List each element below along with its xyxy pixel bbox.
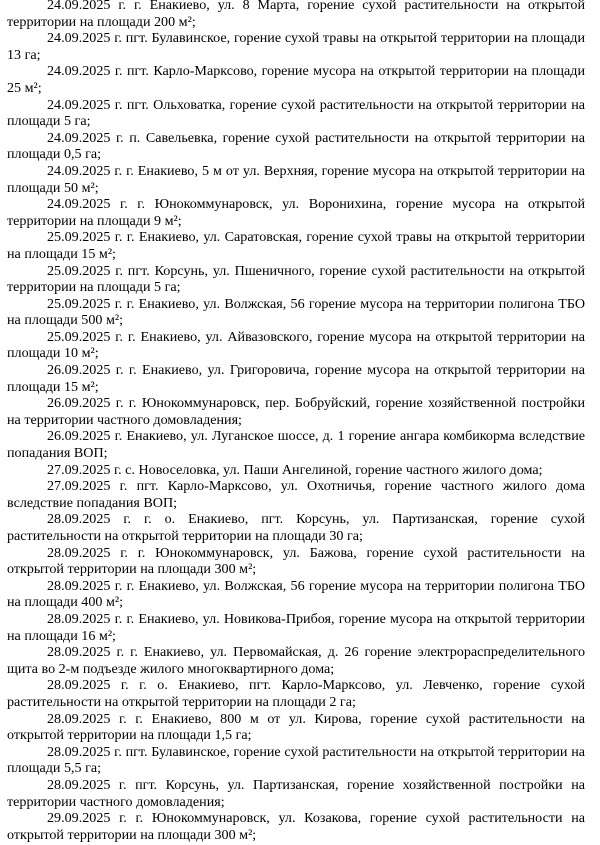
incident-paragraph: 24.09.2025 г. пгт. Ольховатка, горение сухой растительности на открытой территории на площади 5 га; [7,96,585,130]
incident-paragraph: 28.09.2025 г. г. о. Енакиево, пгт. Карло-Марксово, ул. Левченко, горение сухой растительности на открытой территории на площади 2 га; [7,677,585,710]
incident-paragraph: 27.09.2025 г. с. Новоселовка, ул. Паши Ангелиной, горение частного жилого дома; [47,461,543,478]
incident-paragraph: 29.09.2025 г. г. Юнокоммунаровск, ул. Козакова, горение сухой растительности на открытой территории на площади 300 м²; [7,810,585,843]
incident-paragraph: 25.09.2025 г. г. Енакиево, ул. Саратовская, горение сухой травы на открытой территории на площади 15 м²; [7,229,585,262]
incident-paragraph: 24.09.2025 г. пгт. Булавинское, горение сухой травы на открытой территории на площади 13 га; [7,30,585,63]
incident-paragraph: 28.09.2025 г. г. Енакиево, ул. Первомайская, д. 26 горение электрораспределительного щита во 2-м подъезде жилого многоквартирного дома; [7,644,585,677]
incident-paragraph: 27.09.2025 г. пгт. Карло-Марксово, ул. Охотничья, горение частного жилого дома вследствие попадания ВОП; [7,478,585,511]
incident-paragraph: 28.09.2025 г. г. о. Енакиево, пгт. Корсунь, ул. Партизанская, горение сухой растительности на открытой территории на площади 30 га; [7,511,585,544]
incident-paragraph: 25.09.2025 г. г. Енакиево, ул. Айвазовского, горение мусора на открытой территории на площади 10 м²; [7,328,585,362]
incident-paragraph: 28.09.2025 г. пгт. Корсунь, ул. Партизанская, горение хозяйственной постройки на территории частного домовладения; [7,776,585,810]
incident-paragraph: 28.09.2025 г. г. Енакиево, 800 м от ул. Кирова, горение сухой растительности на открытой территории на площади 1,5 га; [7,710,585,744]
incident-paragraph: 28.09.2025 г. г. Юнокоммунаровск, ул. Бажова, горение сухой растительности на открытой территории на площади 300 м²; [7,544,585,578]
incident-paragraph: 26.09.2025 г. Енакиево, ул. Луганское шоссе, д. 1 горение ангара комбикорма вследствие попадания ВОП; [7,428,585,462]
incident-paragraph: 24.09.2025 г. пгт. Карло-Марксово, горение мусора на открытой территории на площади 25 м²; [7,63,585,96]
incident-paragraph: 26.09.2025 г. г. Енакиево, ул. Григоровича, горение мусора на открытой территории на площади 15 м²; [7,362,585,395]
incident-paragraph: 28.09.2025 г. г. Енакиево, ул. Новикова-Прибоя, горение мусора на открытой территории на площади 16 м²; [7,610,585,644]
incident-paragraph: 24.09.2025 г. г. Енакиево, ул. 8 Марта, горение сухой растительности на открытой территории на площади 200 м²; [7,0,585,30]
incident-paragraph: 26.09.2025 г. г. Юнокоммунаровск, пер. Бобруйский, горение хозяйственной постройки на территории частного домовладения; [7,395,585,428]
incident-paragraph: 28.09.2025 г. пгт. Булавинское, горение сухой растительности на открытой территории на площади 5,5 га; [7,743,585,777]
incident-paragraph: 28.09.2025 г. г. Енакиево, ул. Волжская, 56 горение мусора на территории полигона ТБО на площади 400 м²; [7,577,585,611]
incident-paragraph: 24.09.2025 г. г. Енакиево, 5 м от ул. Верхняя, горение мусора на открытой территории на площади 50 м²; [7,162,585,196]
incident-paragraph: 24.09.2025 г. г. Юнокоммунаровск, ул. Воронихина, горение мусора на открытой территории на площади 9 м²; [7,196,585,229]
incident-paragraph: 25.09.2025 г. пгт. Корсунь, ул. Пшеничного, горение сухой растительности на открытой территории на площади 5 га; [7,262,585,296]
incident-paragraph: 25.09.2025 г. г. Енакиево, ул. Волжская, 56 горение мусора на территории полигона ТБО на площади 500 м²; [7,295,585,329]
incident-list [7,0,585,843]
incident-paragraph: 24.09.2025 г. п. Савельевка, горение сухой растительности на открытой территории на площади 0,5 га; [7,129,585,163]
